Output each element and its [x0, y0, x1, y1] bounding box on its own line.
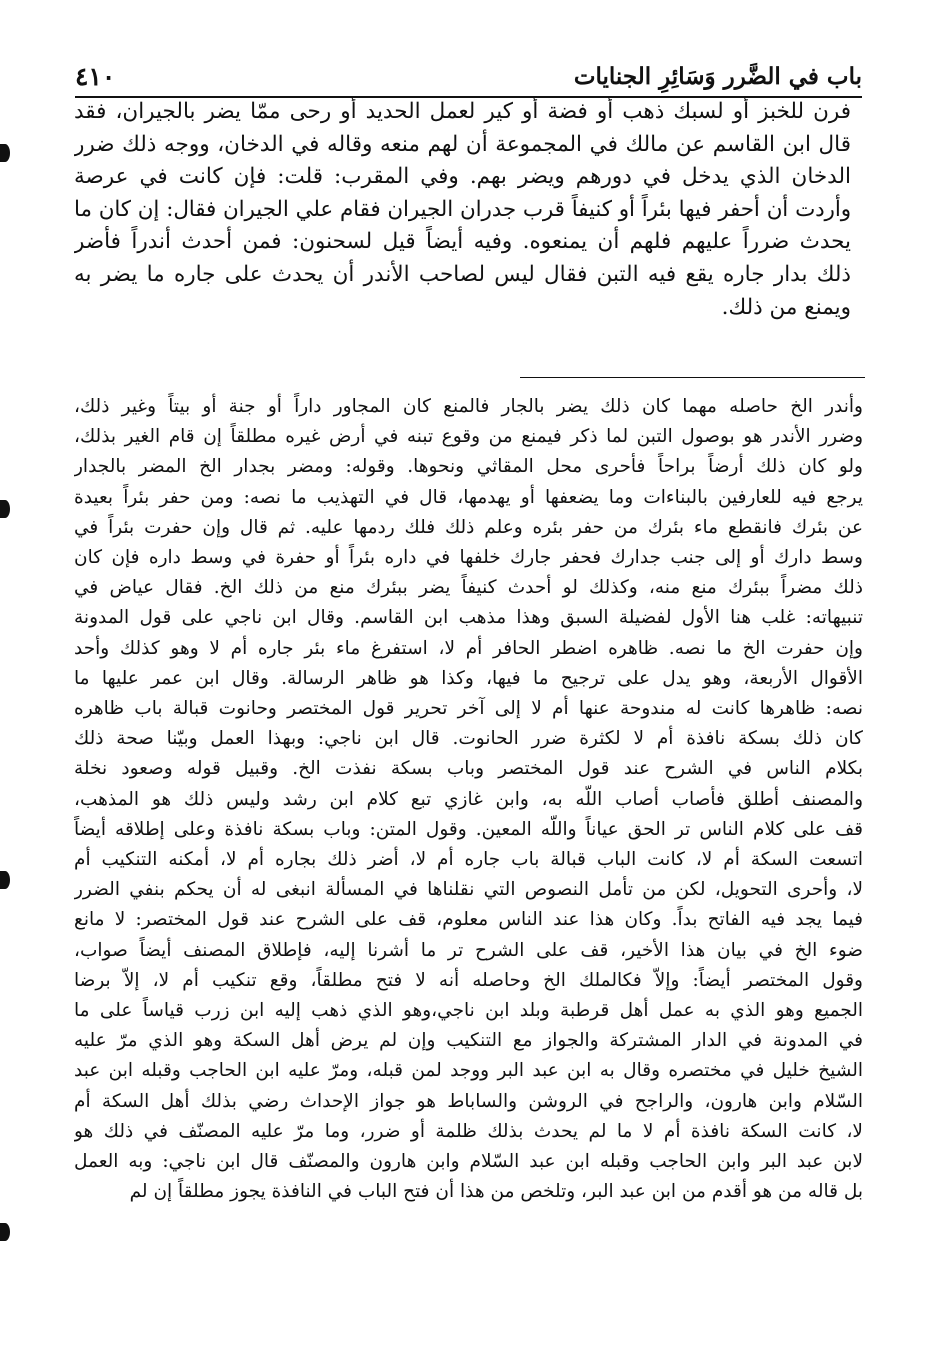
main-line: فرن للخبز أو لسبك ذهب أو فضة أو كير لعمل الحديد أو رحى ممّا يضر بالجيران، فقد — [74, 99, 851, 124]
note-line: الجميع وهو الذي به عمل أهل قرطبة وبلد ابن ناجي،وهو الذي ذهب إليه ابن زرب قياساً على ما — [74, 1000, 863, 1022]
note-line: لابن عبد البر وابن الحاجب وقبله ابن عبد السّلام وابن هارون والمصنّف قال ابن ناجي: وبه العمل — [74, 1151, 863, 1173]
running-title: باب في الضَّرر وَسَائِرِ الجنايات — [573, 63, 862, 90]
main-line: ذلك بدار جاره يقع فيه التبن فقال ليس لصاحب الأندر أن يحدث على جاره ما يضر به — [74, 261, 851, 287]
note-line: فيما يجد فيه الفاتح بداً. وكان هذا عند الناس معلوم، قف على الشرح عند قول المختصر: لا مانع — [74, 909, 863, 931]
main-line: ويمنع من ذلك. — [721, 294, 851, 320]
note-line: وأندر الخ حاصله مهما كان ذلك يضر بالجار فالمنع كان المجاور داراً أو جنة أو بيتاً وغير ذلك، — [74, 396, 863, 417]
note-line: اتسعت السكة أم لا، كانت الباب قبالة باب جاره أم لا، أضر ذلك بجاره أم لا، أمكنه التنكيب أم — [74, 849, 863, 871]
note-line: ولو كان ذلك أرضاً براحاً فأحرى محل المقاثي ونحوها. وقوله: ومضر بجدار الخ المضر بالجدار — [74, 456, 863, 478]
binding-hole-mark — [0, 871, 10, 889]
note-line: وقول المختصر أيضاً: وإلاّ فكالملك الخ وحاصله أنه لا فتح مطلقاً، وقع تنكيب أم لا، إلاّ برضا — [74, 969, 863, 991]
note-line: ضوء الخ في بيان هذا الأخير، قف على الشرح تر ما أشرنا إليه، فإطلاق المصنف أيضاً صواب، — [74, 939, 863, 961]
note-line: كان ذلك بسكة نافذة أم لا لكثرة ضرر الحانوت. قال ابن ناجي: وبهذا العمل وبيّنا صحة ذلك — [74, 728, 863, 750]
note-line: لا، كانت السكة نافذة أم لا ما لم يحدث بذلك ظلمة أو ضرر، وما مرّ عليه المصنّف في ذلك هو — [74, 1120, 863, 1142]
note-line: عن بئرك فانقطع ماء بئرك من حفر بئره وعلم ذلك فلك ردمها عليه. ثم قال وإن حفرت بئراً في — [74, 516, 863, 538]
binding-hole-mark — [0, 1223, 10, 1241]
note-line: لا، وأحرى التحويل، لكن من تأمل النصوص التي نقلناها في المسألة انبغى له أن يحكم بنفي الضرر — [74, 879, 863, 901]
page-number: ٤١٠ — [75, 62, 116, 91]
binding-hole-mark — [0, 500, 10, 518]
note-line: الشيخ خليل في مختصره وقال به ابن عبد البر ووجد لمن قبله، ومرّ عليه ابن الحاجب وقبله ابن عبد — [74, 1060, 863, 1082]
note-line: في المدونة في الدار المشتركة والجواز مع التنكيب وإن لم يرض أهل السكة وهو الذي مرّ عليه — [74, 1030, 863, 1052]
note-line: قف على كلام الناس تر الحق عياناً واللّه المعين. وقول المتن: وباب بسكة نافذة وعلى إطلاقه أيضاً — [74, 818, 863, 840]
note-line: والمصنف أطلق فأصاب أصاب اللّه به، وابن غازي تبع كلام ابن رشد وليس ذلك هو المذهب، — [74, 788, 863, 810]
main-line: وأردت أن أحفر فيها بئراً أو كنيفاً قرب جدران الجيران فقام علي الجيران فقال: إن كان ما — [74, 196, 851, 222]
note-line: تنبيهاته: غلب هنا الأول لفضيلة السبق وهذا مذهب ابن القاسم. وقال ابن ناجي على قول المدونة — [74, 607, 863, 629]
note-line: بل قاله من هو أقدم من ابن عبد البر، وتلخص من هذا أن فتح الباب في النافذة يجوز مطلقاً إن لم — [129, 1181, 863, 1203]
note-line: نصه: ظاهرها كانت له مندوحة عنها أم لا إلى آخر تحرير قول المختصر وحانوت قبالة باب ظاهره — [74, 698, 863, 720]
commentary-text — [74, 392, 863, 1207]
main-line: الدخان الذي يدخل في دورهم ويضر بهم. وفي المقرب: قلت: فإن كانت في عرصة — [74, 164, 851, 190]
binding-hole-mark — [0, 144, 10, 162]
note-line: ذلك مضراً ببئرك منع منه، وكذلك لو أحدث كنيفاً يضر ببئرك منع من ذلك الخ. فقال عياض في — [74, 577, 863, 599]
page-header — [75, 52, 862, 98]
note-line: يرجع فيه للعارفين بالبناءات وما يضعفها أو يهدمها، قال في التهذيب ما نصه: ومن حفر بئراً بعيدة — [74, 486, 863, 508]
note-line: السّلام وابن هارون، والراجح في الروشن والساباط هو جواز الإحداث رضي بذلك أهل السكة أم — [74, 1090, 863, 1112]
note-line: الأقوال الأربعة، وهو يدل على ترجيح ما فيها، وكذا هو ظاهر الرسالة. وقال ابن عمر عليها ما — [74, 667, 863, 689]
note-line: وإن حفرت الخ ما نصه. ظاهره اضطر الحافر أم لا، استفرغ ماء بئر جاره أم لا وهو كذلك وأحد — [74, 637, 863, 659]
main-text — [74, 96, 851, 324]
main-line: قال ابن القاسم عن مالك في المجموعة أن لهم منعه وقاله في الدخان، ووجه ذلك ضرر — [74, 131, 851, 157]
footnote-separator — [520, 377, 865, 378]
main-line: يحدث ضرراً عليهم فلهم أن يمنعوه. وفيه أيضاً قيل لسحنون: فمن أحدث أندراً فأضر — [74, 229, 851, 255]
note-line: وسط دارك أو إلى جنب جدارك فحفر جارك خلفها في داره بئراً أو حفرة في وسط داره فإن كان — [74, 547, 863, 569]
note-line: بكلام الناس في الشرح عند قول المختصر وباب بسكة نفذت الخ. وقبيل قوله وصعود نخلة — [74, 758, 863, 780]
note-line: وضرر الأندر هو بوصول التبن لما ذكر فيمنع من وقوع تبنه في أرض غيره مطلقاً إن قام الغير بذلك، — [74, 426, 863, 448]
